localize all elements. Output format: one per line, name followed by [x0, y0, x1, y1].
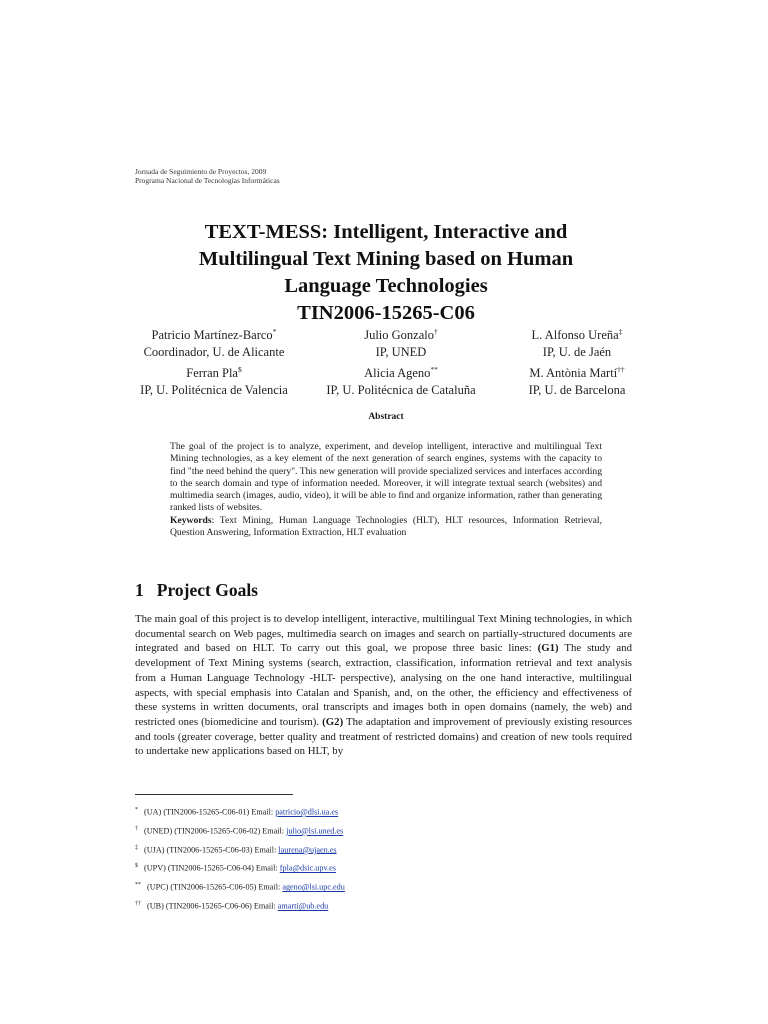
email-link[interactable]: fpla@dsic.upv.es — [279, 864, 336, 874]
abstract-text: The goal of the project is to analyze, experiment, and develop intelligent, interactive and multilingual Text Mining technologies, as a key element of the next generation of search engines, systems with the capacity to find "the need behind the query". This new generation will provide specialized services and interfaces according to the search domain and type of information needed. Moreover, it will integrate textual search (websites) and multimedia search (images, audio, video), it will be able to find and organize information, rather than generating ranked lists of websites. — [170, 441, 602, 514]
author-block — [120, 323, 660, 399]
section-body: The main goal of this project is to develop intelligent, interactive, multilingual Text Mining technologies, in which documental search on Web pages, multimedia search on images and search on partially-structured documents are integrated and based on HLT. To carry out this goal, we propose three basic lines: (G1) The study and development of Text Mining systems (search, extraction, classification, information retrieval and text analysis from a Human Language Technology -HLT- perspective), analysing on the one hand interactive, multilingual aspects, with special emphasis into Catalan and Spanish, and, on the other, the efficiency and effectiveness of these systems in written documents, oral transcripts and images both in open domains (namely, the web) and restricted ones (biomedicine and tourism). (G2) The adaptation and improvement of previously existing resources and tools (greater coverage, better quality and treatment of restricted domains) and creation of new tools required to undertake new applications based on HLT, by — [135, 613, 633, 758]
author-affiliation: IP, U. de Jaén — [542, 345, 612, 360]
keywords-list: : Text Mining, Human Language Technologies (HLT), HLT resources, Information Retrieval, Question Answering, Information Extraction, HLT evaluation — [170, 514, 602, 539]
author-affiliation: IP, U. Politécnica de Valencia — [140, 383, 288, 398]
author-affiliation: IP, UNED — [375, 345, 427, 360]
author-affiliation: IP, U. Politécnica de Cataluña — [326, 383, 476, 398]
section-heading — [135, 580, 258, 601]
author-affiliation: IP, U. de Barcelona — [528, 383, 626, 398]
section-title: Project Goals — [156, 580, 258, 600]
title-line-3: Language Technologies — [284, 275, 488, 297]
author-name: L. Alfonso Ureña‡ — [531, 327, 623, 343]
author-name: Patricio Martínez-Barco* — [151, 327, 277, 343]
keywords-label: Keywords — [170, 514, 212, 526]
author-name: Ferran Pla$ — [186, 365, 242, 381]
abstract-heading: Abstract — [368, 412, 404, 422]
title-line-4: TIN2006-15265-C06 — [297, 302, 475, 324]
running-header — [135, 167, 280, 185]
email-link[interactable]: amarti@ub.edu — [277, 901, 329, 911]
email-link[interactable]: julio@lsi.uned.es — [286, 826, 344, 836]
paper-title — [100, 219, 672, 327]
keywords — [170, 515, 602, 540]
abstract-body — [170, 441, 602, 539]
footnote: ** (UPC) (TIN2006-15265-C06-05) Email: ageno@lsi.upc.edu — [135, 882, 345, 893]
author-name: Alicia Ageno** — [364, 365, 438, 381]
footnote: $ (UPV) (TIN2006-15265-C06-04) Email: fpla@dsic.upv.es — [135, 863, 336, 874]
author-affiliation: Coordinador, U. de Alicante — [143, 345, 285, 360]
email-link[interactable]: ageno@lsi.upc.edu — [282, 883, 345, 893]
footnote: † (UNED) (TIN2006-15265-C06-02) Email: julio@lsi.uned.es — [135, 825, 344, 836]
title-line-2: Multilingual Text Mining based on Human — [198, 248, 574, 270]
section-number: 1 — [135, 580, 144, 600]
footnote: * (UA) (TIN2006-15265-C06-01) Email: patricio@dlsi.ua.es — [135, 807, 339, 817]
goal-marker-g2: (G2) — [322, 715, 344, 728]
footnote: †† (UB) (TIN2006-15265-C06-06) Email: amarti@ub.edu — [135, 901, 329, 911]
email-link[interactable]: patricio@dlsi.ua.es — [275, 807, 339, 817]
footnote: ‡ (UJA) (TIN2006-15265-C06-03) Email: laurena@ujaen.es — [135, 844, 337, 855]
email-link[interactable]: laurena@ujaen.es — [278, 845, 337, 855]
goal-marker-g1: (G1) — [537, 642, 559, 655]
title-line-1: TEXT-MESS: Intelligent, Interactive and — [204, 221, 568, 243]
header-line-2: Programa Nacional de Tecnologías Informáticas — [135, 176, 280, 185]
header-line-1: Jornada de Seguimiento de Proyectos, 2009 — [135, 167, 267, 176]
footnotes — [135, 802, 345, 915]
author-name: Julio Gonzalo† — [364, 327, 438, 343]
footnote-separator — [135, 794, 293, 795]
author-name: M. Antònia Martí†† — [529, 365, 625, 381]
